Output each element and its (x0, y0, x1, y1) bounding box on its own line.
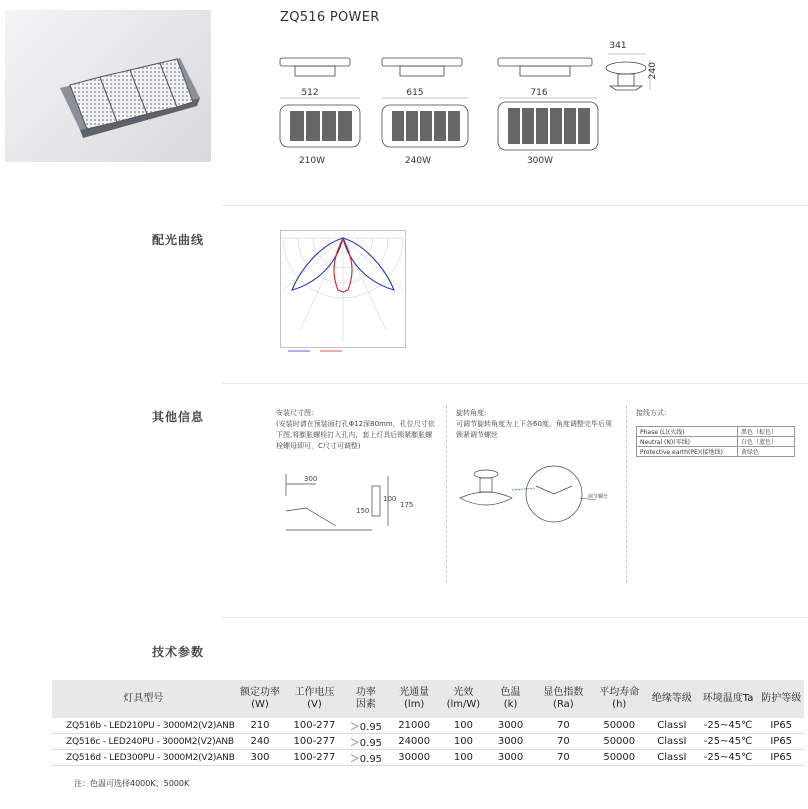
dimension-drawings (270, 38, 670, 178)
spec-cell: 50000 (592, 718, 646, 734)
spec-cell: 100-277 (285, 718, 343, 734)
spec-cell: ClassI (646, 750, 698, 766)
spec-cell: 30000 (388, 750, 440, 766)
wiring-row (637, 427, 795, 437)
wiring-color: 白色（蓝色） (738, 437, 795, 447)
wiring-table-wrap (636, 426, 795, 457)
wiring-name: Neutral (N)(零线) (637, 437, 738, 447)
wiring-name: Protective earth(PE)(接地线) (637, 447, 738, 457)
spec-header-3: 功率 因素 (344, 680, 389, 718)
spec-cell: 70 (534, 750, 592, 766)
spec-cell: 100 (440, 718, 487, 734)
column-divider (626, 405, 628, 583)
spec-header-4: 光通量 (lm) (388, 680, 440, 718)
wiring-name: Phase (L)(火线) (637, 427, 738, 437)
divider (222, 617, 808, 618)
install-text (276, 408, 438, 452)
install-dim-4: 175 (400, 501, 414, 509)
spec-cell: ZQ516d - LED300PU - 3000M2(V2)ANB (52, 750, 235, 766)
side-width-label: 341 (609, 41, 627, 51)
wiring-row (637, 447, 795, 457)
spec-cell: 70 (534, 734, 592, 750)
spec-table (52, 680, 804, 766)
spec-cell: ＞0.95 (344, 718, 389, 734)
spec-cell: 100-277 (285, 734, 343, 750)
spec-cell: ClassI (646, 734, 698, 750)
table-row (52, 734, 804, 750)
spec-cell: 300 (235, 750, 286, 766)
power-label-300: 300W (526, 156, 554, 166)
spec-cell: IP65 (758, 734, 804, 750)
side-height-label: 240 (648, 62, 658, 80)
spec-header-11: 防护等级 (758, 680, 804, 718)
spec-header-9: 绝缘等级 (646, 680, 698, 718)
spec-cell: 100 (440, 734, 487, 750)
spec-cell: 50000 (592, 750, 646, 766)
install-title: 安装尺寸图: (276, 409, 314, 417)
install-dim-3: 100 (383, 495, 397, 503)
spec-cell: -25~45℃ (698, 718, 759, 734)
rotation-text (456, 408, 616, 441)
width-label-2: 615 (406, 88, 424, 98)
wiring-color: 黑色（棕色） (738, 427, 795, 437)
spec-header-5: 光效 (lm/W) (440, 680, 487, 718)
spec-cell: 50000 (592, 734, 646, 750)
spec-header-6: 色温 (k) (487, 680, 535, 718)
wiring-row (637, 437, 795, 447)
spec-header-2: 工作电压 (V) (285, 680, 343, 718)
spec-header-8: 平均寿命 (h) (592, 680, 646, 718)
spec-cell: IP65 (758, 750, 804, 766)
wiring-table (636, 426, 795, 457)
dimension-drawings-svg (270, 38, 670, 178)
product-photo (5, 10, 211, 162)
rotation-title: 旋转角度: (456, 409, 487, 417)
install-dim-2: 150 (356, 507, 370, 515)
spec-cell: -25~45℃ (698, 750, 759, 766)
width-label-3: 716 (530, 88, 548, 98)
spec-cell: 100-277 (285, 750, 343, 766)
spec-cell: 100 (440, 750, 487, 766)
spec-header-1: 额定功率 (W) (235, 680, 286, 718)
rotation-desc: 可调节旋转角度为上下各60度，角度调整完毕后须锁紧调节螺丝 (456, 420, 612, 439)
width-label-1: 512 (301, 88, 319, 98)
spec-header-10: 环境温度Ta (698, 680, 759, 718)
divider (222, 383, 808, 384)
power-label-240: 240W (404, 156, 432, 166)
wiring-color: 黄绿色 (738, 447, 795, 457)
section-tech-params: 技术参数 (152, 645, 205, 659)
rotation-screw-label: 调节螺丝 (588, 494, 609, 500)
divider (222, 205, 808, 206)
polar-curve-svg (280, 230, 406, 356)
table-row (52, 718, 804, 734)
spec-table-wrap (52, 680, 804, 766)
spec-cell: 70 (534, 718, 592, 734)
column-divider (446, 405, 448, 583)
spec-cell: 21000 (388, 718, 440, 734)
product-title: ZQ516 POWER (280, 10, 380, 25)
spec-header-7: 显色指数 (Ra) (534, 680, 592, 718)
spec-cell: 24000 (388, 734, 440, 750)
power-label-210: 210W (298, 156, 326, 166)
spec-cell: ＞0.95 (344, 734, 389, 750)
spec-cell: 3000 (487, 750, 535, 766)
spec-header-0: 灯具型号 (52, 680, 235, 718)
wiring-title: 接线方式: (636, 409, 667, 417)
spec-cell: 210 (235, 718, 286, 734)
spec-cell: 3000 (487, 718, 535, 734)
install-desc: (安装时请在预装面打孔Φ12深80mm，孔位尺寸依下图,将膨胀螺栓打入孔内，套上灯具后锁紧膨胀螺栓螺母即可，C尺寸可调整) (276, 420, 435, 450)
spec-cell: 3000 (487, 734, 535, 750)
spec-cell: IP65 (758, 718, 804, 734)
spec-cell: ＞0.95 (344, 750, 389, 766)
spec-cell: ClassI (646, 718, 698, 734)
spec-cell: ZQ516b - LED210PU - 3000M2(V2)ANB (52, 718, 235, 734)
footnote: 注：色温可选择4000K、5000K (74, 779, 190, 788)
spec-cell: 240 (235, 734, 286, 750)
spec-cell: -25~45℃ (698, 734, 759, 750)
section-light-curve: 配光曲线 (152, 233, 205, 247)
spec-cell: ZQ516c - LED240PU - 3000M2(V2)ANB (52, 734, 235, 750)
table-row (52, 750, 804, 766)
section-other-info: 其他信息 (152, 410, 205, 424)
polar-curve (280, 230, 406, 356)
install-dim-1: 300 (304, 475, 318, 483)
